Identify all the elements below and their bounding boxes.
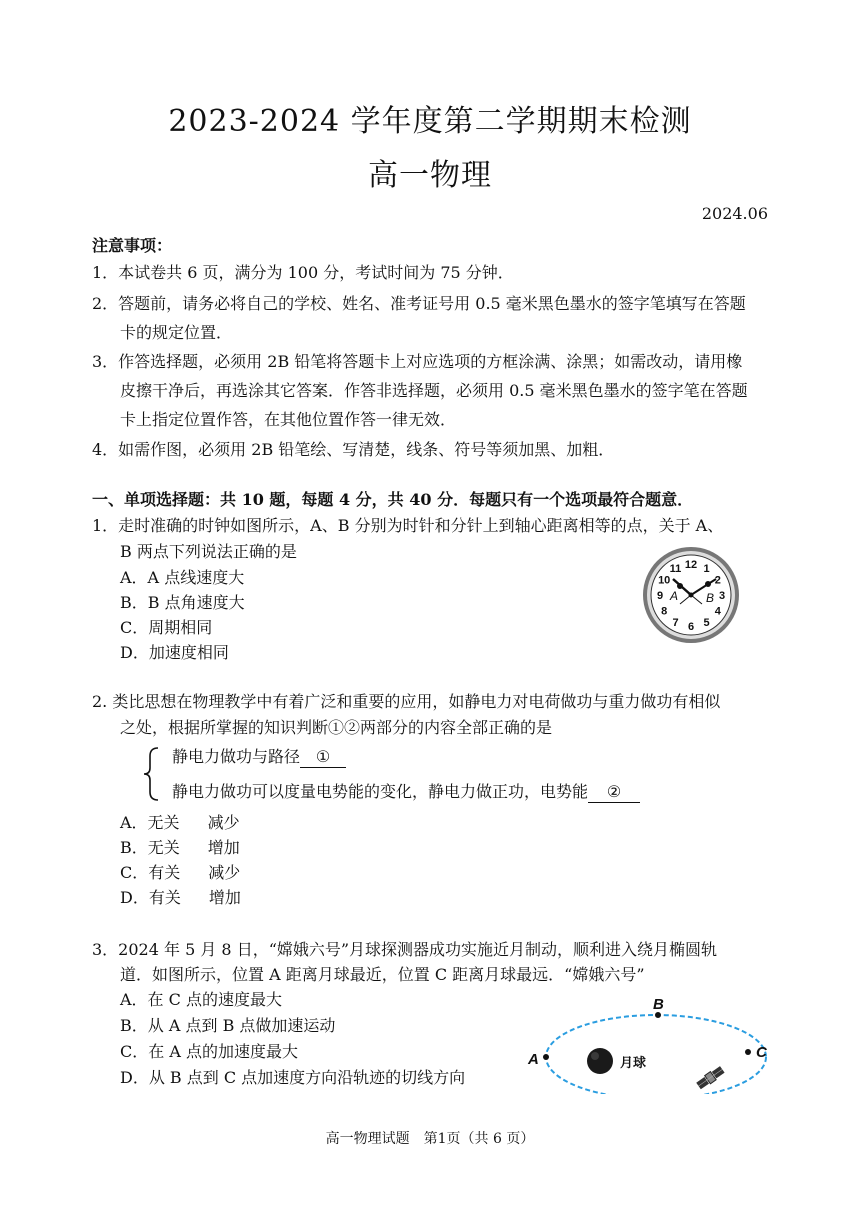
option-d	[120, 888, 241, 908]
option-a: A．A 点线速度大	[120, 568, 245, 587]
statement-2-text: 静电力做功可以度量电势能的变化，静电力做正功，电势能	[172, 782, 589, 801]
point-c-dot	[745, 1049, 751, 1055]
option-b	[120, 838, 240, 858]
point-a-dot	[543, 1054, 549, 1060]
question-stem: 3．2024 年 5 月 8 日，“嫦娥六号”月球探测器成功实施近月制动，顺利进入绕月椭圆轨	[92, 940, 718, 959]
notice-item: 卡上指定位置作答，在其他位置作答一律无效．	[120, 410, 457, 429]
option-c-label: C．有关	[120, 863, 181, 882]
option-c-value: 减少	[208, 863, 241, 882]
orbit-path	[546, 1015, 766, 1094]
moon-label: 月球	[620, 1055, 647, 1070]
option-c	[120, 863, 240, 883]
clock-number: 2	[714, 574, 721, 587]
exam-title: 2023-2024 学年度第二学期期末检测	[168, 104, 692, 139]
question-stem: 1．走时准确的时钟如图所示，A、B 分别为时针和分针上到轴心距离相等的点，关于 A、	[92, 516, 724, 535]
statement-1	[172, 747, 346, 768]
left-brace-icon	[142, 746, 162, 802]
point-b-label: B	[706, 591, 715, 605]
option-b-label: B．无关	[120, 838, 180, 857]
point-a-label: A	[528, 1051, 539, 1068]
blank-2: ②	[588, 782, 640, 803]
clock-number: 6	[687, 621, 695, 633]
question-stem: B 两点下列说法正确的是	[120, 542, 297, 561]
page-footer: 高一物理试题 第1页（共 6 页）	[325, 1131, 535, 1147]
option-d-value: 增加	[208, 888, 241, 907]
clock-figure	[640, 544, 742, 646]
option-c: C．在 A 点的加速度最大	[120, 1042, 298, 1061]
option-d-label: D．有关	[120, 888, 181, 907]
option-c: C．周期相同	[120, 618, 213, 637]
notice-item: 4．如需作图，必须用 2B 铅笔绘、写清楚，线条、符号等须加黑、加粗．	[92, 440, 615, 459]
clock-number: 11	[669, 563, 682, 576]
option-b-value: 增加	[207, 838, 240, 857]
clock-number: 3	[718, 590, 726, 602]
notice-item: 卡的规定位置．	[120, 323, 233, 342]
point-b-label: B	[653, 996, 664, 1013]
clock-number: 5	[703, 616, 710, 629]
statement-2	[172, 782, 640, 803]
clock-number: 8	[661, 605, 668, 618]
satellite-icon	[696, 1065, 725, 1090]
option-d: D．从 B 点到 C 点加速度方向沿轨迹的切线方向	[120, 1068, 466, 1087]
clock-number: 9	[656, 590, 664, 602]
blank-1: ①	[300, 747, 346, 768]
moon-icon	[587, 1048, 613, 1074]
notice-item: 1．本试卷共 6 页，满分为 100 分，考试时间为 75 分钟．	[92, 263, 514, 282]
moon-crater	[591, 1052, 599, 1060]
clock-number: 12	[684, 559, 698, 571]
notice-item: 皮擦干净后，再选涂其它答案．作答非选择题，必须用 0.5 毫米黑色墨水的签字笔在答题	[120, 381, 748, 400]
subject-title: 高一物理	[368, 158, 492, 193]
clock-center	[689, 593, 694, 598]
clock-number: 1	[703, 563, 710, 576]
section-heading: 一、单项选择题：共 10 题，每题 4 分，共 40 分．每题只有一个选项最符合题意．	[92, 490, 694, 509]
clock-number: 4	[714, 605, 721, 618]
option-b: B．B 点角速度大	[120, 593, 245, 612]
option-d: D．加速度相同	[120, 643, 229, 662]
point-a-label: A	[670, 589, 679, 603]
notice-item: 3．作答选择题，必须用 2B 铅笔将答题卡上对应选项的方框涂满、涂黑；如需改动，请用橡	[92, 352, 743, 371]
point-c-label: C	[756, 1044, 767, 1061]
statement-1-text: 静电力做功与路径	[172, 747, 301, 766]
notice-heading: 注意事项：	[92, 236, 173, 255]
question-stem: 2. 类比思想在物理教学中有着广泛和重要的应用，如静电力对电荷做功与重力做功有相似	[92, 692, 721, 711]
clock-number: 7	[672, 616, 679, 629]
question-stem: 之处，根据所掌握的知识判断①②两部分的内容全部正确的是	[120, 718, 553, 737]
question-stem: 道．如图所示，位置 A 距离月球最近，位置 C 距离月球最远．“嫦娥六号”	[120, 965, 645, 984]
clock-number: 10	[658, 574, 671, 587]
option-a-label: A．无关	[120, 813, 180, 832]
option-b: B．从 A 点到 B 点做加速运动	[120, 1016, 336, 1035]
exam-date: 2024.06	[701, 204, 768, 223]
orbit-figure	[520, 994, 780, 1094]
notice-item: 2．答题前，请务必将自己的学校、姓名、准考证号用 0.5 毫米黑色墨水的签字笔填写在答题	[92, 294, 746, 313]
option-a	[120, 813, 240, 833]
option-a: A．在 C 点的速度最大	[120, 990, 282, 1009]
point-b-dot	[705, 581, 711, 587]
option-a-value: 减少	[207, 813, 240, 832]
